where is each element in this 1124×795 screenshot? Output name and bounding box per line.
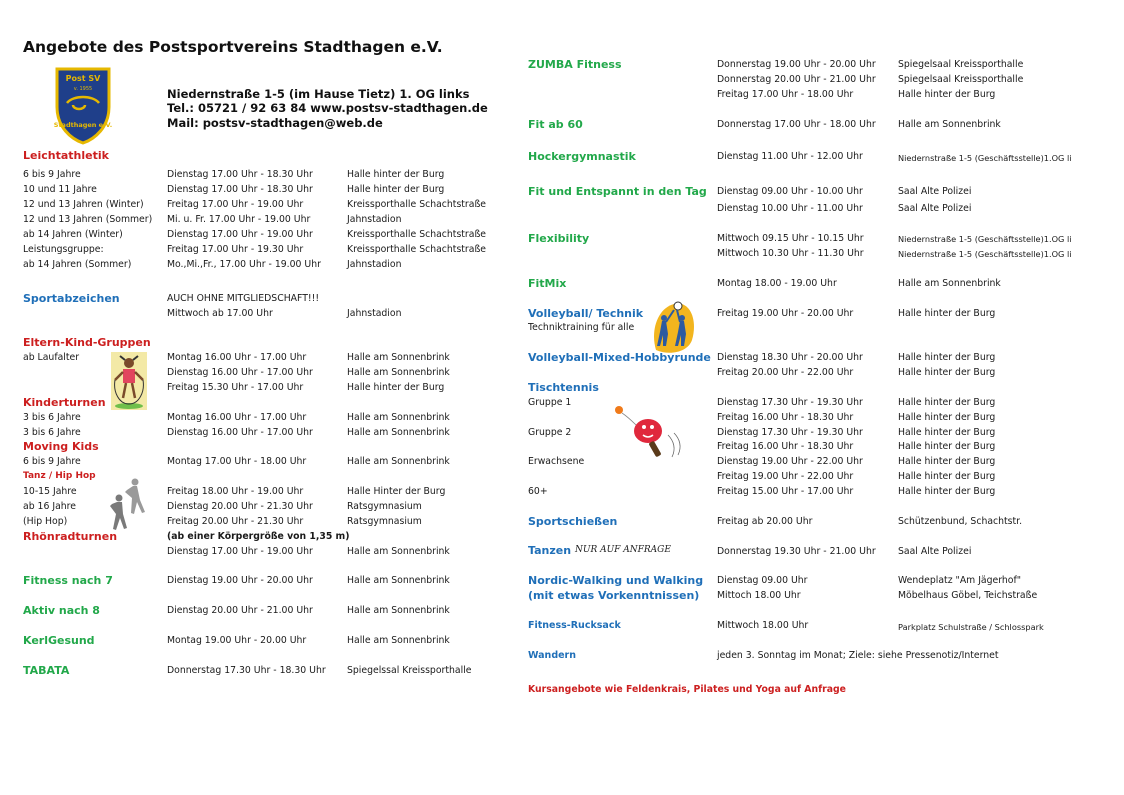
table-cell: Montag 17.00 Uhr - 18.00 Uhr [167, 456, 307, 467]
heading-fit-ab-60: Fit ab 60 [528, 118, 583, 131]
heading-fitness-nach-7: Fitness nach 7 [23, 574, 113, 587]
heading-tanzen: Tanzen [528, 544, 572, 557]
table-cell: 10 und 11 Jahre [23, 184, 97, 195]
table-cell: Freitag 16.00 Uhr - 18.30 Uhr [717, 441, 854, 453]
fit60-place: Halle am Sonnenbrink [898, 119, 1001, 130]
contact-address: Niedernstraße 1-5 (im Hause Tietz) 1. OG links [167, 87, 470, 101]
table-cell: 3 bis 6 Jahre [23, 427, 81, 438]
table-cell: Halle hinter der Burg [898, 426, 996, 438]
table-cell: Wendeplatz "Am Jägerhof" [898, 575, 1022, 586]
kerlgesund-place: Halle am Sonnenbrink [347, 635, 450, 646]
heading-nordic-walking-sub: (mit etwas Vorkenntnissen) [528, 589, 700, 602]
heading-eltern-kind: Eltern-Kind-Gruppen [23, 336, 151, 349]
table-cell: Mi. u. Fr. 17.00 Uhr - 19.00 Uhr [167, 214, 311, 225]
heading-fitmix: FitMix [528, 277, 567, 290]
table-cell: Freitag 15.30 Uhr - 17.00 Uhr [167, 382, 304, 393]
table-cell: Halle am Sonnenbrink [347, 427, 450, 438]
table-cell: Halle am Sonnenbrink [347, 456, 450, 467]
page-title: Angebote des Postsportvereins Stadthagen e.V. [23, 38, 443, 56]
table-cell: Dienstag 16.00 Uhr - 17.00 Uhr [167, 367, 313, 378]
tabata-time: Donnerstag 17.30 Uhr - 18.30 Uhr [167, 665, 326, 676]
heading-leichtathletik: Leichtathletik [23, 149, 109, 162]
volleyball-technik-place: Halle hinter der Burg [898, 308, 996, 319]
table-cell: Mittoch 18.00 Uhr [717, 590, 801, 601]
table-cell: Freitag 17.00 Uhr - 19.30 Uhr [167, 244, 304, 255]
heading-moving-kids: Moving Kids [23, 440, 99, 453]
table-tennis-icon [612, 405, 686, 461]
table-cell: Dienstag 16.00 Uhr - 17.00 Uhr [167, 427, 313, 438]
table-cell: Ratsgymnasium [347, 501, 422, 512]
table-cell: Dienstag 09.00 Uhr [717, 575, 808, 586]
hocker-time: Dienstag 11.00 Uhr - 12.00 Uhr [717, 151, 863, 162]
table-cell: Halle Hinter der Burg [347, 486, 446, 497]
table-cell: Freitag 17.00 Uhr - 19.00 Uhr [167, 199, 304, 210]
table-cell: 12 und 13 Jahren (Sommer) [23, 214, 153, 225]
logo-year-text: v. 1955 [73, 86, 93, 92]
table-cell: Kreissporthalle Schachtstraße [347, 199, 487, 210]
heading-kinderturnen: Kinderturnen [23, 396, 106, 409]
heading-rhoenradturnen: Rhönradturnen [23, 530, 118, 543]
table-cell: Leistungsgruppe: [23, 244, 104, 255]
table-cell: Halle hinter der Burg [898, 89, 996, 100]
table-cell: Montag 16.00 Uhr - 17.00 Uhr [167, 352, 307, 363]
heading-sportschiessen: Sportschießen [528, 515, 618, 528]
wandern-text: jeden 3. Sonntag im Monat; Ziele: siehe Pressenotiz/Internet [717, 650, 999, 661]
table-cell: Dienstag 19.00 Uhr - 22.00 Uhr [717, 456, 863, 468]
table-cell: ab 14 Jahren (Winter) [23, 229, 123, 240]
fitmix-place: Halle am Sonnenbrink [898, 278, 1001, 289]
table-cell: Dienstag 20.00 Uhr - 21.30 Uhr [167, 501, 313, 512]
kerlgesund-time: Montag 19.00 Uhr - 20.00 Uhr [167, 635, 307, 646]
table-cell: Halle hinter der Burg [347, 184, 445, 195]
rucksack-place: Parkplatz Schulstraße / Schlosspark [898, 622, 1044, 632]
table-cell: Dienstag 17.00 Uhr - 18.30 Uhr [167, 184, 313, 195]
table-cell: Dienstag 17.30 Uhr - 19.30 Uhr [717, 397, 863, 408]
tabata-place: Spiegelssal Kreissporthalle [347, 665, 472, 676]
schiessen-place: Schützenbund, Schachtstr. [898, 516, 1023, 527]
club-logo [53, 67, 113, 145]
aktiv8-time: Dienstag 20.00 Uhr - 21.00 Uhr [167, 605, 313, 616]
volleyball-technik-sub: Techniktraining für alle [528, 322, 635, 333]
contact-phone: Tel.: 05721 / 92 63 84 www.postsv-stadthagen.de [167, 101, 488, 115]
table-cell: Dienstag 17.30 Uhr - 19.30 Uhr [717, 426, 863, 438]
sportabzeichen-note: AUCH OHNE MITGLIEDSCHAFT!!! [167, 293, 320, 304]
heading-volleyball-mixed: Volleyball-Mixed-Hobbyrunde [528, 351, 711, 364]
table-cell: Mittwoch 09.15 Uhr - 10.15 Uhr [717, 233, 864, 244]
heading-flexibility: Flexibility [528, 232, 590, 245]
table-cell: Spiegelsaal Kreissporthalle [898, 74, 1024, 85]
table-cell: Jahnstadion [347, 259, 402, 270]
dancers-icon [107, 476, 151, 534]
table-cell: 6 bis 9 Jahre [23, 456, 81, 467]
aktiv8-place: Halle am Sonnenbrink [347, 605, 450, 616]
table-cell: Dienstag 17.00 Uhr - 18.30 Uhr [167, 169, 313, 180]
table-cell: ab 16 Jahre [23, 501, 77, 512]
table-cell: 60+ [528, 485, 548, 497]
schiessen-time: Freitag ab 20.00 Uhr [717, 516, 813, 527]
heading-zumba: ZUMBA Fitness [528, 58, 622, 71]
table-cell: Donnerstag 19.00 Uhr - 20.00 Uhr [717, 59, 876, 70]
heading-wandern: Wandern [528, 650, 577, 661]
table-cell: 6 bis 9 Jahre [23, 169, 81, 180]
rhoenrad-time: Dienstag 17.00 Uhr - 19.00 Uhr [167, 546, 313, 557]
tanzen-note: NUR AUF ANFRAGE [575, 545, 671, 555]
table-cell: Niedernstraße 1-5 (Geschäftsstelle)1.OG li [898, 234, 1072, 244]
table-cell: Gruppe 1 [528, 397, 572, 408]
fitness7-place: Halle am Sonnenbrink [347, 575, 450, 586]
table-cell: Freitag 20.00 Uhr - 22.00 Uhr [717, 367, 854, 378]
heading-sportabzeichen: Sportabzeichen [23, 292, 120, 305]
table-cell: Spiegelsaal Kreissporthalle [898, 59, 1024, 70]
heading-kerlgesund: KerlGesund [23, 634, 95, 647]
table-cell: 3 bis 6 Jahre [23, 412, 81, 423]
child-jumping-icon [111, 352, 147, 410]
rucksack-time: Mittwoch 18.00 Uhr [717, 620, 809, 631]
table-cell: Halle hinter der Burg [898, 456, 996, 468]
logo-top-text: Post SV [65, 74, 101, 83]
table-cell: Halle hinter der Burg [347, 382, 445, 393]
table-cell: 10-15 Jahre [23, 486, 77, 497]
table-cell: Freitag 18.00 Uhr - 19.00 Uhr [167, 486, 304, 497]
footer-note: Kursangebote wie Feldenkrais, Pilates und Yoga auf Anfrage [528, 684, 846, 695]
table-cell: Ratsgymnasium [347, 516, 422, 527]
table-cell: Donnerstag 20.00 Uhr - 21.00 Uhr [717, 74, 876, 85]
table-cell: Freitag 15.00 Uhr - 17.00 Uhr [717, 485, 854, 497]
sportabzeichen-time: Mittwoch ab 17.00 Uhr [167, 308, 273, 319]
heading-nordic-walking: Nordic-Walking und Walking [528, 574, 704, 587]
table-cell: Saal Alte Polizei [898, 203, 972, 214]
heading-tischtennis: Tischtennis [528, 381, 599, 394]
rhoenrad-note: (ab einer Körpergröße von 1,35 m) [167, 531, 350, 542]
table-cell: Saal Alte Polizei [898, 186, 972, 197]
table-cell: Montag 16.00 Uhr - 17.00 Uhr [167, 412, 307, 423]
table-cell: Dienstag 10.00 Uhr - 11.00 Uhr [717, 203, 863, 214]
table-cell: Dienstag 17.00 Uhr - 19.00 Uhr [167, 229, 313, 240]
table-cell: Kreissporthalle Schachtstraße [347, 244, 487, 255]
heading-tabata: TABATA [23, 664, 70, 677]
table-cell: Mittwoch 10.30 Uhr - 11.30 Uhr [717, 248, 864, 259]
fitness7-time: Dienstag 19.00 Uhr - 20.00 Uhr [167, 575, 313, 586]
volleyball-players-icon [650, 300, 696, 354]
table-cell: ab 14 Jahren (Sommer) [23, 259, 132, 270]
sportabzeichen-place: Jahnstadion [347, 308, 402, 319]
table-cell: Freitag 16.00 Uhr - 18.30 Uhr [717, 411, 854, 423]
table-cell: Dienstag 18.30 Uhr - 20.00 Uhr [717, 352, 863, 363]
table-cell: Halle am Sonnenbrink [347, 412, 450, 423]
heading-fit-entspannt: Fit und Entspannt in den Tag [528, 185, 707, 198]
table-cell: Freitag 20.00 Uhr - 21.30 Uhr [167, 516, 304, 527]
heading-fitness-rucksack: Fitness-Rucksack [528, 620, 621, 631]
table-cell: Halle hinter der Burg [898, 485, 996, 497]
table-cell: Niedernstraße 1-5 (Geschäftsstelle)1.OG li [898, 249, 1072, 259]
table-cell: Halle hinter der Burg [898, 397, 996, 408]
fit60-time: Donnerstag 17.00 Uhr - 18.00 Uhr [717, 119, 876, 130]
table-cell: Möbelhaus Göbel, Teichstraße [898, 590, 1038, 601]
volleyball-technik-time: Freitag 19.00 Uhr - 20.00 Uhr [717, 308, 854, 319]
table-cell: Halle hinter der Burg [347, 169, 445, 180]
table-cell: Halle hinter der Burg [898, 411, 996, 423]
eltern-label: ab Laufalter [23, 352, 80, 363]
heading-aktiv-nach-8: Aktiv nach 8 [23, 604, 100, 617]
table-cell: Halle am Sonnenbrink [347, 367, 450, 378]
rhoenrad-place: Halle am Sonnenbrink [347, 546, 450, 557]
hocker-place: Niedernstraße 1-5 (Geschäftsstelle)1.OG li [898, 153, 1072, 163]
table-cell: Kreissporthalle Schachtstraße [347, 229, 487, 240]
table-cell: Halle hinter der Burg [898, 441, 996, 453]
logo-bottom-text: Stadthagen e.V. [53, 121, 113, 129]
tanzen-place: Saal Alte Polizei [898, 546, 972, 557]
fitmix-time: Montag 18.00 - 19.00 Uhr [717, 278, 837, 289]
table-cell: (Hip Hop) [23, 516, 68, 527]
contact-mail: Mail: postsv-stadthagen@web.de [167, 116, 383, 130]
table-cell: 12 und 13 Jahren (Winter) [23, 199, 144, 210]
table-cell: Halle hinter der Burg [898, 367, 996, 378]
table-cell: Dienstag 09.00 Uhr - 10.00 Uhr [717, 186, 863, 197]
table-cell: Mo.,Mi.,Fr., 17.00 Uhr - 19.00 Uhr [167, 259, 321, 270]
heading-tanz-hiphop: Tanz / Hip Hop [23, 471, 96, 481]
heading-hockergymnastik: Hockergymnastik [528, 150, 636, 163]
table-cell: Freitag 19.00 Uhr - 22.00 Uhr [717, 471, 854, 482]
heading-volleyball-technik: Volleyball/ Technik [528, 307, 644, 320]
table-cell: Jahnstadion [347, 214, 402, 225]
table-cell: Gruppe 2 [528, 426, 572, 438]
table-cell: Erwachsene [528, 456, 585, 468]
table-cell: Halle am Sonnenbrink [347, 352, 450, 363]
table-cell: Halle hinter der Burg [898, 471, 996, 482]
tanzen-time: Donnerstag 19.30 Uhr - 21.00 Uhr [717, 546, 876, 557]
table-cell: Freitag 17.00 Uhr - 18.00 Uhr [717, 89, 854, 100]
table-cell: Halle hinter der Burg [898, 352, 996, 363]
